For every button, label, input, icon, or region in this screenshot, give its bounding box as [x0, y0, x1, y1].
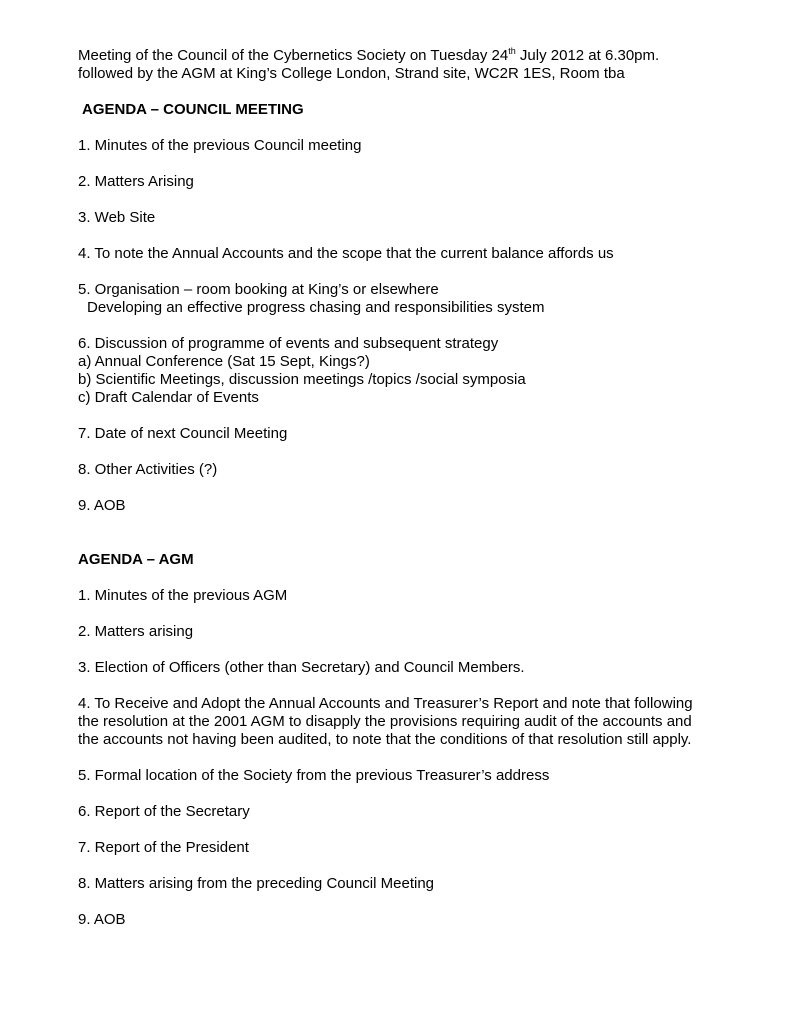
- agm-agenda-heading: AGENDA – AGM: [78, 551, 194, 568]
- agm-item-5: 5. Formal location of the Society from the previous Treasurer’s address: [78, 767, 550, 784]
- meeting-date-suffix: th: [508, 46, 516, 56]
- spacer: [78, 677, 758, 695]
- spacer: [78, 191, 758, 209]
- spacer: [78, 227, 758, 245]
- agm-item-1: 1. Minutes of the previous AGM: [78, 587, 288, 604]
- council-item-6a: a) Annual Conference (Sat 15 Sept, Kings?): [78, 353, 370, 370]
- council-item-5: 5. Organisation – room booking at King’s or elsewhere: [78, 281, 439, 298]
- council-item-6: 6. Discussion of programme of events and subsequent strategy: [78, 335, 499, 352]
- meeting-time-text: July 2012 at 6.30pm.: [515, 47, 660, 64]
- council-item-5-sub: Developing an effective progress chasing and responsibilities system: [87, 299, 545, 316]
- council-item-7: 7. Date of next Council Meeting: [78, 425, 288, 442]
- council-item-1: 1. Minutes of the previous Council meeting: [78, 137, 362, 154]
- meeting-title-line: [78, 47, 758, 65]
- council-item-6c: c) Draft Calendar of Events: [78, 389, 259, 406]
- agm-item-6: 6. Report of the Secretary: [78, 803, 250, 820]
- spacer: [78, 857, 758, 875]
- spacer: [78, 515, 758, 551]
- spacer: [78, 821, 758, 839]
- agm-item-7: 7. Report of the President: [78, 839, 249, 856]
- council-agenda-heading: AGENDA – COUNCIL MEETING: [82, 101, 304, 118]
- spacer: [78, 893, 758, 911]
- spacer: [78, 317, 758, 335]
- agm-item-8: 8. Matters arising from the preceding Council Meeting: [78, 875, 435, 892]
- agm-item-3: 3. Election of Officers (other than Secretary) and Council Members.: [78, 659, 525, 676]
- council-item-2: 2. Matters Arising: [78, 173, 194, 190]
- agm-item-4-line-2: the resolution at the 2001 AGM to disapply the provisions requiring audit of the accounts and: [78, 713, 692, 730]
- spacer: [78, 119, 758, 137]
- spacer: [78, 785, 758, 803]
- council-item-4: 4. To note the Annual Accounts and the scope that the current balance affords us: [78, 245, 614, 262]
- meeting-venue-line: followed by the AGM at King’s College London, Strand site, WC2R 1ES, Room tba: [78, 65, 625, 82]
- agm-item-4-line-1: 4. To Receive and Adopt the Annual Accounts and Treasurer’s Report and note that following: [78, 695, 693, 712]
- spacer: [78, 83, 758, 101]
- spacer: [78, 263, 758, 281]
- council-item-8: 8. Other Activities (?): [78, 461, 218, 478]
- spacer: [78, 479, 758, 497]
- council-item-9: 9. AOB: [78, 497, 126, 514]
- agm-item-2: 2. Matters arising: [78, 623, 194, 640]
- spacer: [78, 605, 758, 623]
- spacer: [78, 569, 758, 587]
- agm-item-4-line-3: the accounts not having been audited, to note that the conditions of that resolution still apply.: [78, 731, 692, 748]
- meeting-title-text: Meeting of the Council of the Cybernetics Society on Tuesday 24: [78, 47, 509, 64]
- spacer: [78, 443, 758, 461]
- council-item-3: 3. Web Site: [78, 209, 156, 226]
- document-page: [78, 47, 758, 929]
- spacer: [78, 749, 758, 767]
- council-item-6b: b) Scientific Meetings, discussion meetings /topics /social symposia: [78, 371, 526, 388]
- spacer: [78, 407, 758, 425]
- spacer: [78, 641, 758, 659]
- agm-item-9: 9. AOB: [78, 911, 126, 928]
- spacer: [78, 155, 758, 173]
